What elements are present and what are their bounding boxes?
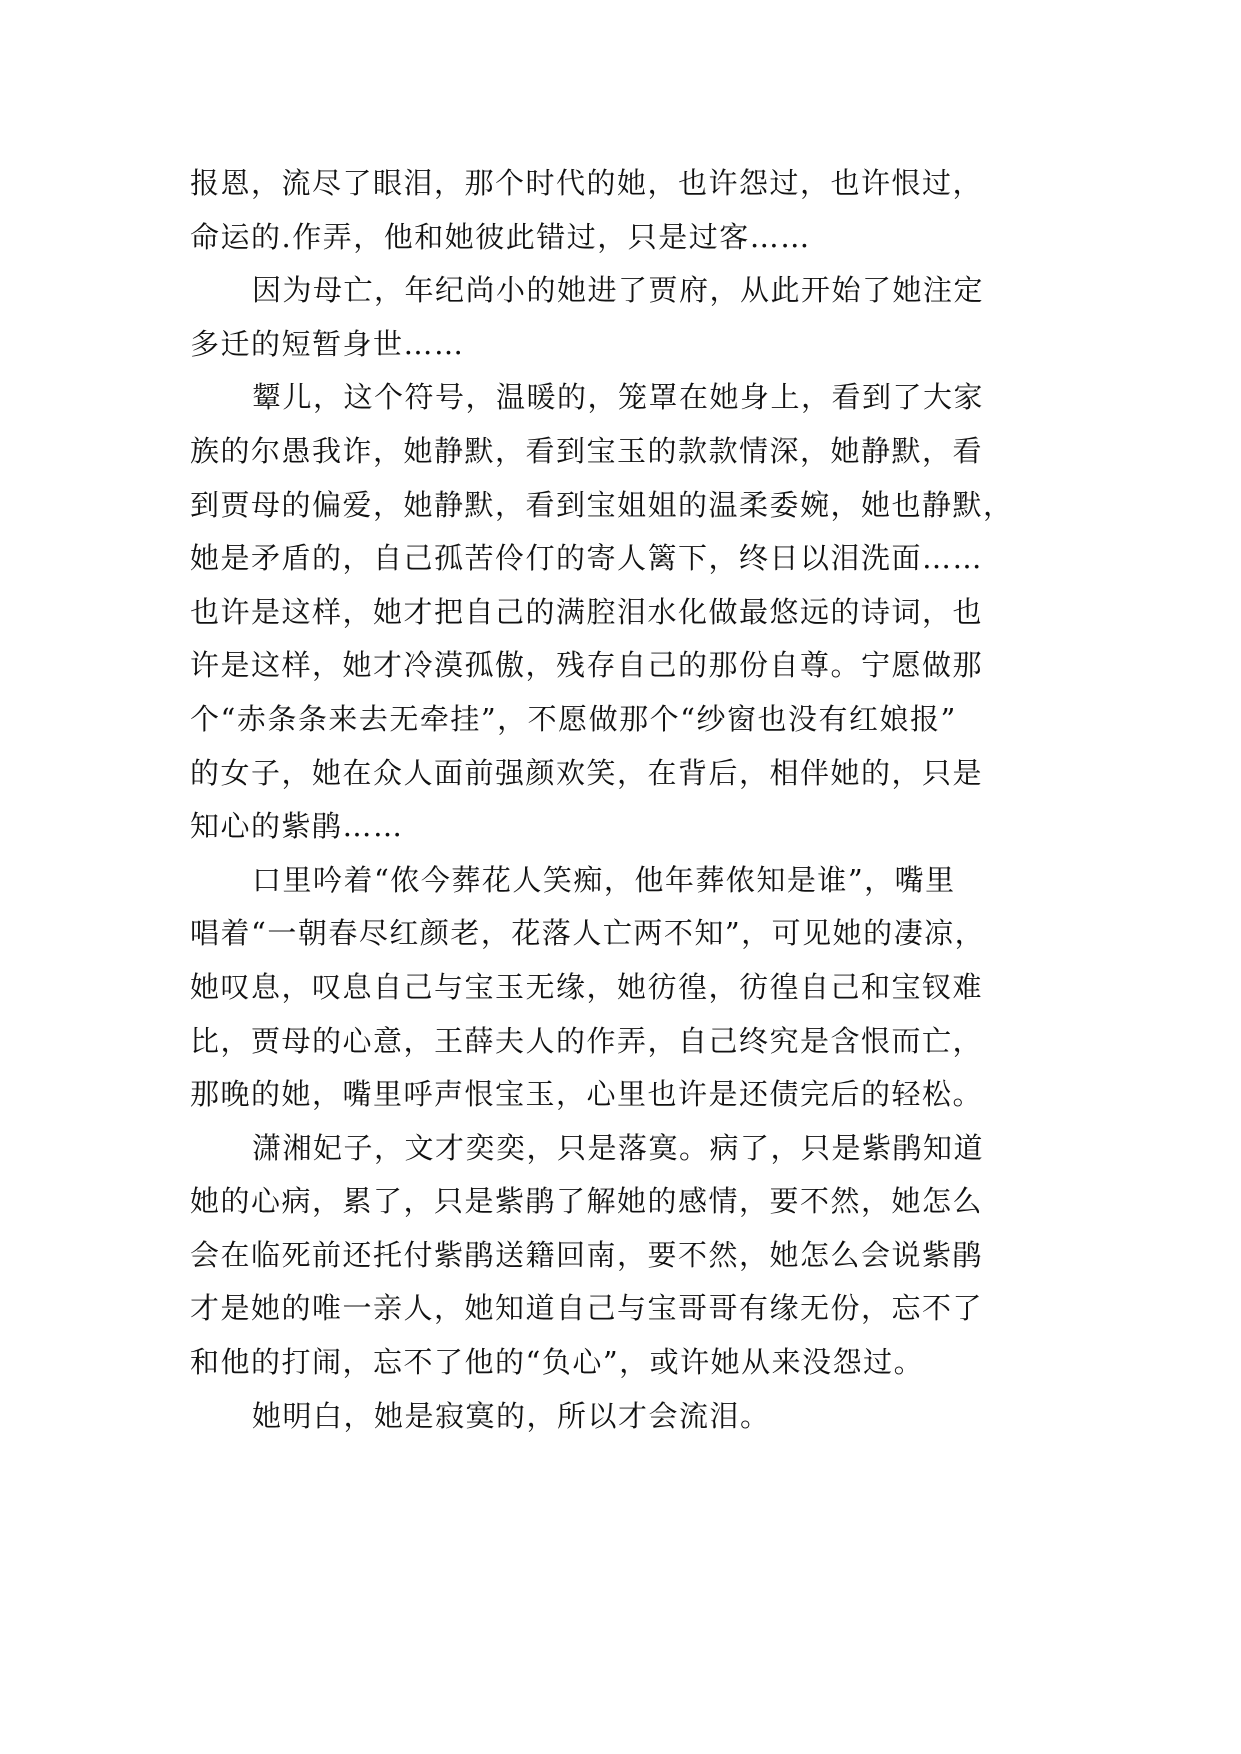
text-line: 个“赤条条来去无牵挂”，不愿做那个“纱窗也没有红娘报” [190,701,957,736]
text-line: 报恩，流尽了眼泪，那个时代的她，也许怨过，也许恨过， [190,166,984,200]
text-line: 因为母亡，年纪尚小的她进了贾府，从此开始了她注定 [252,273,985,308]
text-line: 的女子，她在众人面前强颜欢笑，在背后，相伴她的，只是 [190,755,984,790]
text-line: 潇湘妃子，文才奕奕，只是落寞。病了，只是紫鹃知道 [252,1130,985,1165]
text-line: 她的心病，累了，只是紫鹃了解她的感情，要不然，她怎么 [190,1184,984,1219]
text-line: 比，贾母的心意，王薛夫人的作弄，自己终究是含恨而亡， [190,1023,984,1058]
text-line: 她是矛盾的，自己孤苦伶仃的寄人篱下，终日以泪洗面…… [190,541,984,576]
text-line: 颦儿，这个符号，温暖的，笼罩在她身上，看到了大家 [252,380,985,415]
text-line: 唱着“一朝春尽红颜老，花落人亡两不知”，可见她的凄凉， [190,916,986,951]
text-line: 族的尔愚我诈，她静默，看到宝玉的款款情深，她静默，看 [190,433,984,468]
text-line: 她叹息，叹息自己与宝玉无缘，她彷徨，彷徨自己和宝钗难 [190,969,984,1004]
text-line: 和他的打闹，忘不了他的“负心”，或许她从来没怨过。 [190,1345,925,1380]
text-line: 她明白，她是寂寞的，所以才会流泪。 [252,1398,771,1433]
body-text [190,157,1070,1443]
text-line: 多迁的短暂身世…… [190,326,465,361]
text-line: 才是她的唯一亲人，她知道自己与宝哥哥有缘无份，忘不了 [190,1291,984,1326]
text-line: 到贾母的偏爱，她静默，看到宝姐姐的温柔委婉，她也静默， [190,487,1014,522]
text-line: 口里吟着“侬今葬花人笑痴，他年葬侬知是谁”，嘴里 [252,862,956,897]
text-line: 那晚的她，嘴里呼声恨宝玉，心里也许是还债完后的轻松。 [190,1077,984,1112]
text-line: 也许是这样，她才把自己的满腔泪水化做最悠远的诗词，也 [190,594,984,629]
text-line: 会在临死前还托付紫鹃送籍回南，要不然，她怎么会说紫鹃 [190,1237,984,1272]
text-line: 知心的紫鹃…… [190,809,404,844]
text-line: 命运的.作弄，他和她彼此错过，只是过客…… [190,219,811,254]
text-line: 许是这样，她才冷漠孤傲，残存自己的那份自尊。宁愿做那 [190,648,984,683]
